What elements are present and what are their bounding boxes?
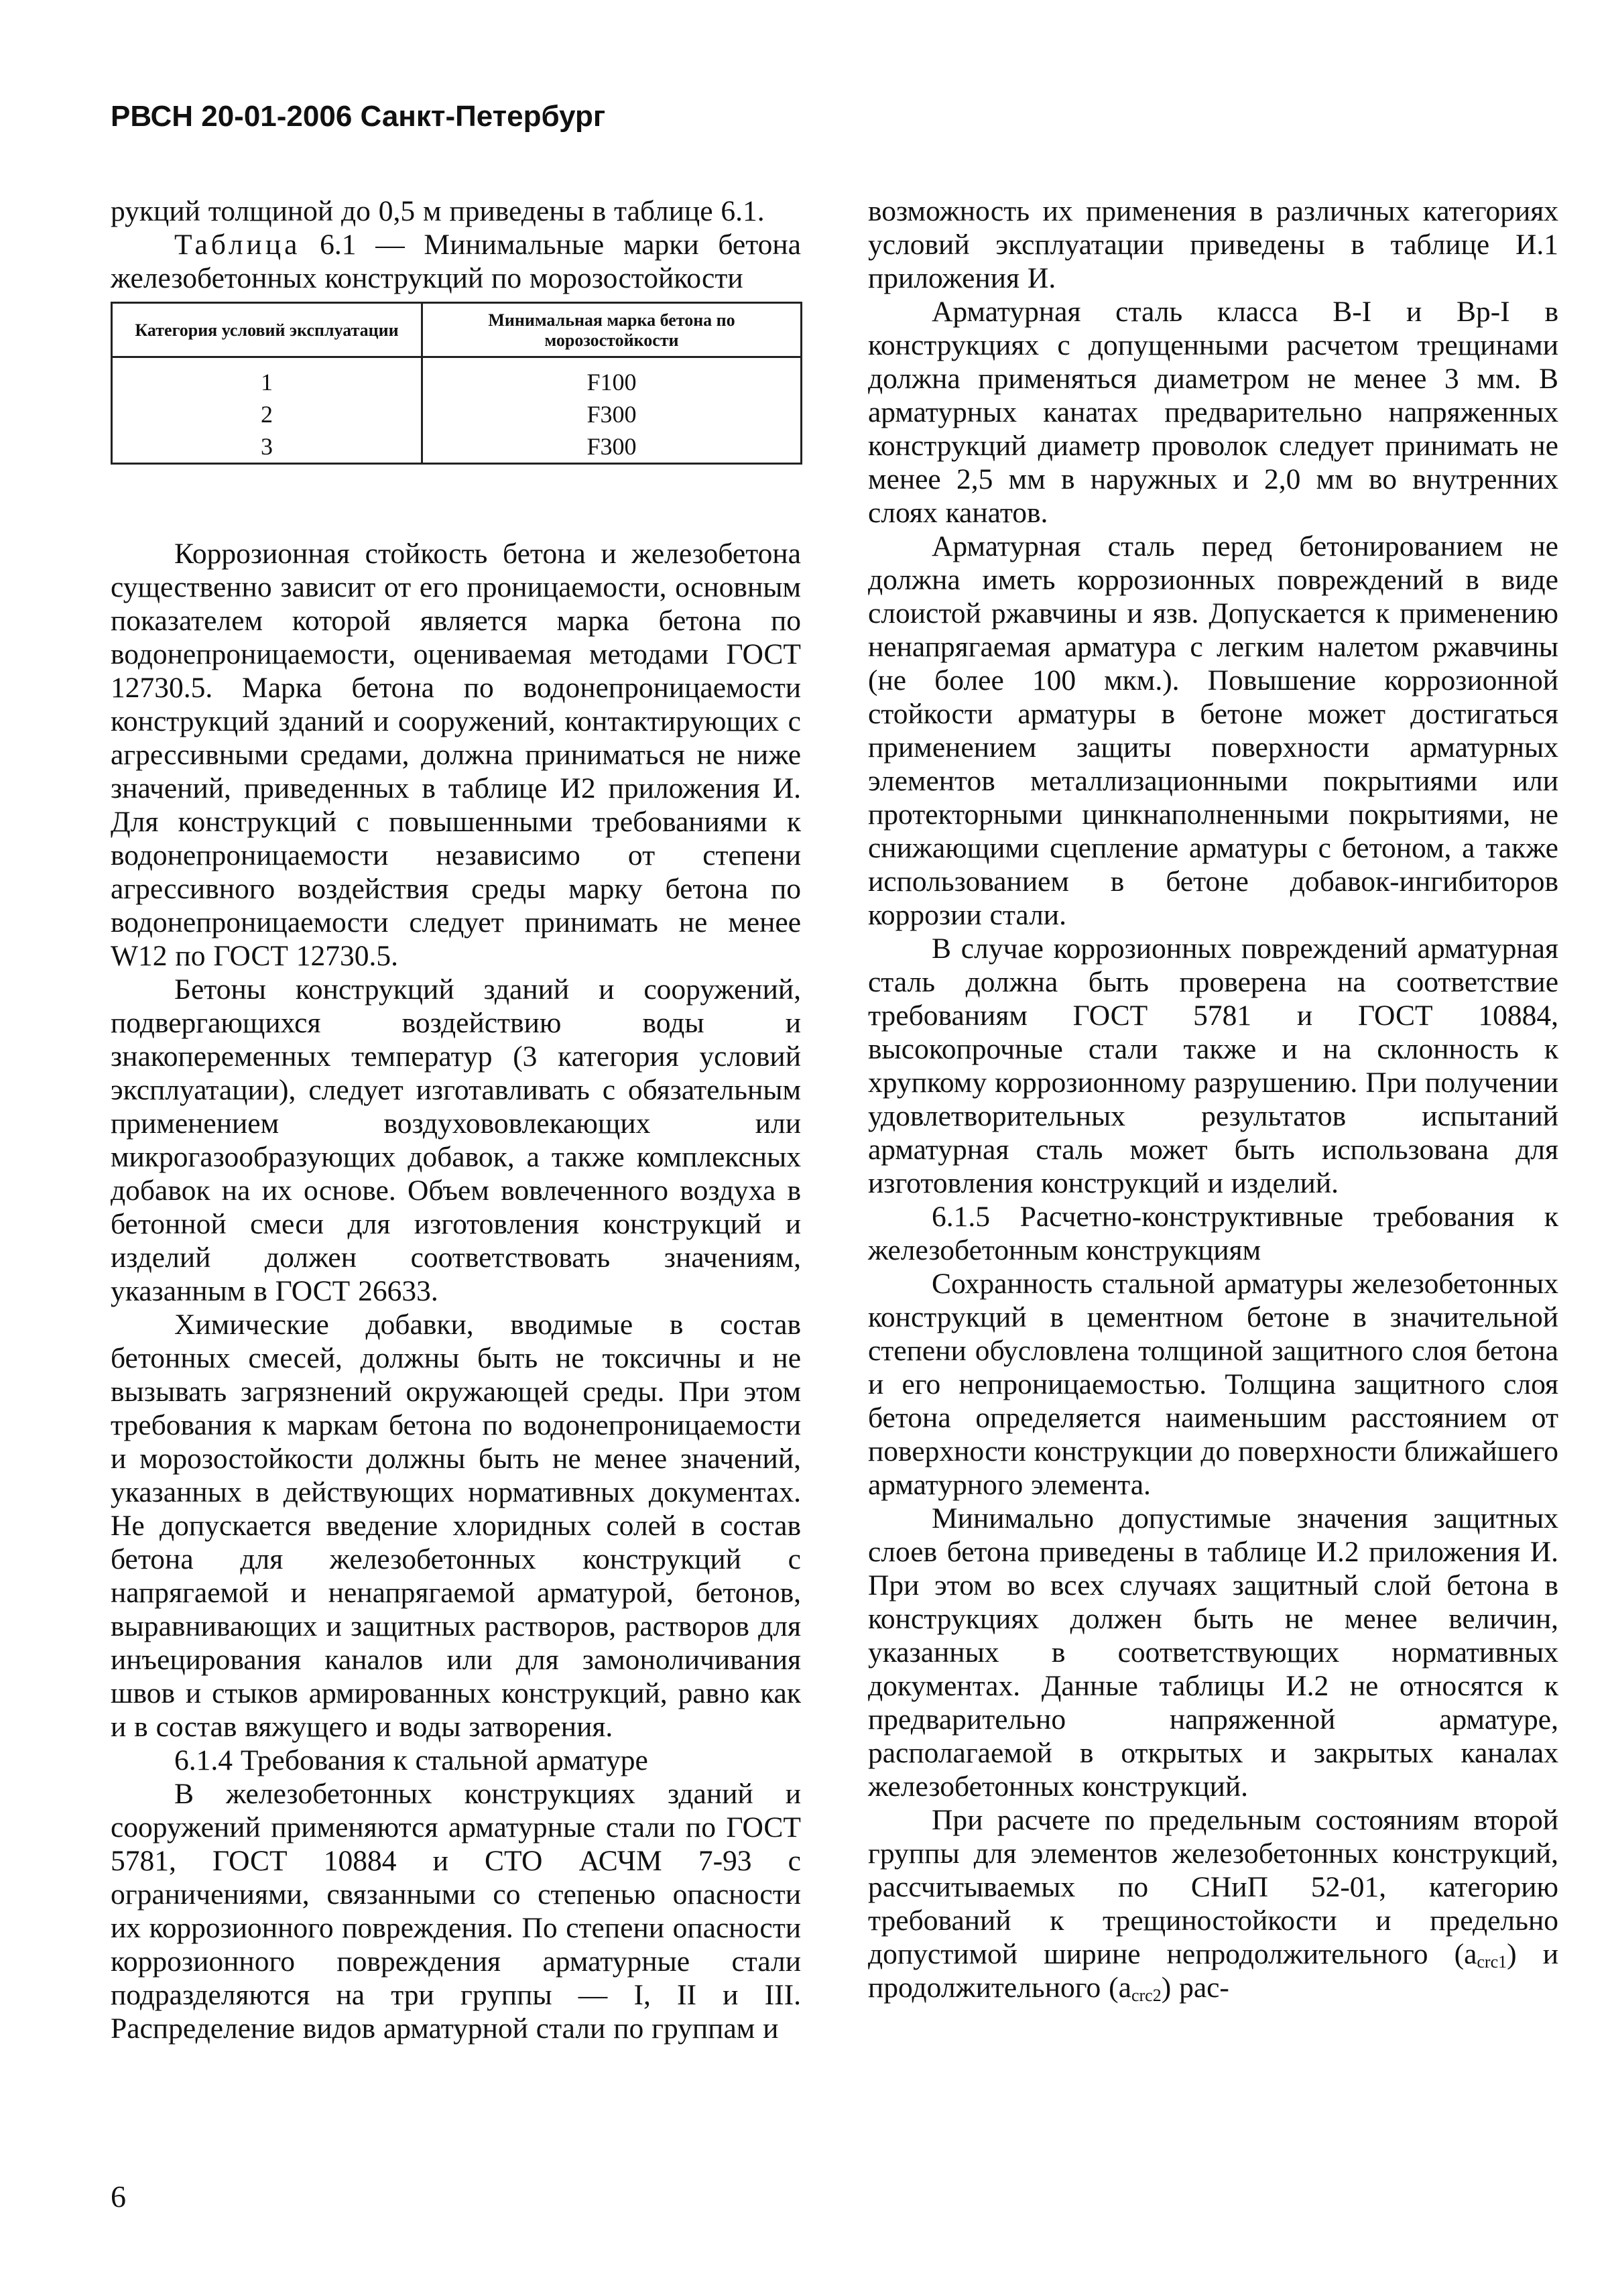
limit-states-text-a: При расчете по предельным состояниям второй группы для элементов железобетонных конструкций, рассчитываемых по СНиП 52-01, категорию требований к трещиностойкости и предельно допустимой ширине непродолжительного (a (868, 1804, 1558, 1970)
table-cell: F300 (422, 430, 802, 464)
table-cell: F300 (422, 398, 802, 430)
paragraph-frost-concretes: Бетоны конструкций зданий и сооружений, подвергающихся воздействию воды и знакопеременных температур (3 категория условий эксплуатации), следует изготавливать с обязательным применением воздухововлекающих или микрогазообразующих добавок, а также комплексных добавок на их основе. Объем вовлеченного воздуха в бетонной смеси для изготовления конструкций и изделий должен соответствовать значениям, указанным в ГОСТ 26633. (111, 973, 801, 1307)
left-column (111, 194, 801, 2045)
frost-resistance-table (111, 302, 802, 465)
paragraph-rust: Арматурная сталь перед бетонированием не должна иметь коррозионных повреждений в виде слоистой ржавчины и язв. Допускается к применению ненапрягаемая арматура с легким налетом ржавчины (не более 100 мкм.). Повышение коррозионной стойкости арматуры в бетоне может достигаться применением защиты поверхности арматурных элементов металлизационными покрытиями или протекторными цинкнаполненными покрытиями, не снижающими сцепление арматуры с бетоном, а также использованием в бетоне добавок-ингибиторов коррозии стали. (868, 530, 1558, 931)
intro-paragraph: рукций толщиной до 0,5 м приведены в таблице 6.1. (111, 195, 765, 227)
section-heading-6-1-5: 6.1.5 Расчетно-конструктивные требования к железобетонным конструкциям (868, 1201, 1558, 1266)
page-header: РВСН 20-01-2006 Санкт-Петербург (111, 100, 606, 133)
paragraph-protective-layer: Сохранность стальной арматуры железобетонных конструкций в цементном бетоне в значительной степени обусловлена толщиной защитного слоя бетона и его непроницаемостью. Толщина защитного слоя бетона определяется наименьшим расстоянием от поверхности конструкции до поверхности ближайшего арматурного элемента. (868, 1268, 1558, 1501)
paragraph-steel-class: Арматурная сталь класса В-I и Вр-I в конструкциях с допущенными расчетом трещинами должна применяться диаметром не менее 3 мм. В арматурных канатах предварительно напряженных конструкций диаметр проволок следует принимать не менее 2,5 мм в наружных и 2,0 мм во внутренних слоях канатов. (868, 296, 1558, 529)
paragraph-minimum-values: Минимально допустимые значения защитных слоев бетона приведены в таблице И.2 приложения И. При этом во всех случаях защитный слой бетона в конструкциях должен быть не менее величин, указанных в соответствующих нормативных документах. Данные таблицы И.2 не относятся к предварительно напряженной арматуре, располагаемой в открытых и закрытых каналах железобетонных конструкций. (868, 1502, 1558, 1803)
paragraph-rebar-steels: В железобетонных конструкциях зданий и сооружений применяются арматурные стали по ГОСТ 5781, ГОСТ 10884 и СТО АСЧМ 7-93 с ограничениями, связанными со степенью опасности их коррозионного повреждения. По степени опасности коррозионного повреждения арматурные стали подразделяются на три группы — I, II и III. Распределение видов арматурной стали по группам и (111, 1778, 801, 2045)
table-caption-text: 6.1 — Минимальные марки бетона железобетонных конструкций по морозостойкости (111, 229, 801, 294)
table-header-row (112, 303, 802, 357)
paragraph-limit-states (868, 1803, 1558, 2004)
table-header-grade: Минимальная марка бетона по морозостойкости (422, 303, 802, 357)
limit-states-text-b: ) и продолжительного (a (868, 1938, 1558, 2004)
table-row (112, 398, 802, 430)
table-caption-label: Таблица (174, 229, 301, 261)
table-caption (111, 228, 801, 295)
table-cell: 1 (112, 357, 422, 399)
limit-states-text-c: ) рас- (1161, 1972, 1229, 2004)
table-cell: 2 (112, 398, 422, 430)
table-row (112, 357, 802, 399)
paragraph-corrosion-resistance: Коррозионная стойкость бетона и железобетона существенно зависит от его проницаемости, основным показателем которой является марка бетона по водонепроницаемости, оцениваемая методами ГОСТ 12730.5. Марка бетона по водонепроницаемости конструкций зданий и сооружений, контактирующих с агрессивными средами, должна приниматься не ниже значений, приведенных в таблице И2 приложения И. Для конструкций с повышенными требованиями к водонепроницаемости независимо от степени агрессивного воздействия среды марку бетона по водонепроницаемости следует принимать не менее W12 по ГОСТ 12730.5. (111, 538, 801, 972)
paragraph-chemical-additives: Химические добавки, вводимые в состав бетонных смесей, должны быть не токсичны и не вызывать загрязнений окружающей среды. При этом требования к маркам бетона по водонепроницаемости и морозостойкости должны быть не менее значений, указанных в действующих нормативных документах. Не допускается введение хлоридных солей в состав бетона для железобетонных конструкций с напрягаемой и ненапрягаемой арматурой, бетонов, выравнивающих и защитных растворов, растворов для инъецирования каналов или для замоноличивания швов и стыков армированных конструкций, равно как и в состав вяжущего и воды затворения. (111, 1309, 801, 1743)
section-heading-6-1-4: 6.1.4 Требования к стальной арматуре (174, 1744, 648, 1776)
subscript-crc2: crc2 (1131, 1986, 1162, 2005)
subscript-crc1: crc1 (1477, 1952, 1507, 1972)
paragraph-corrosion-damage: В случае коррозионных повреждений арматурная сталь должна быть проверена на соответствие требованиям ГОСТ 5781 и ГОСТ 10884, высокопрочные стали также и на склонность к хрупкому коррозионному разрушению. При получении удовлетворительных результатов испытаний арматурная сталь может быть использована для изготовления конструкций и изделий. (868, 932, 1558, 1199)
paragraph-continuation: возможность их применения в различных категориях условий эксплуатации приведены в таблице И.1 приложения И. (868, 195, 1558, 294)
page-number: 6 (111, 2179, 126, 2214)
table-cell: F100 (422, 357, 802, 399)
table-row (112, 430, 802, 464)
right-column (868, 194, 1558, 2004)
table-cell: 3 (112, 430, 422, 464)
table-header-category: Категория условий эксплуатации (112, 303, 422, 357)
